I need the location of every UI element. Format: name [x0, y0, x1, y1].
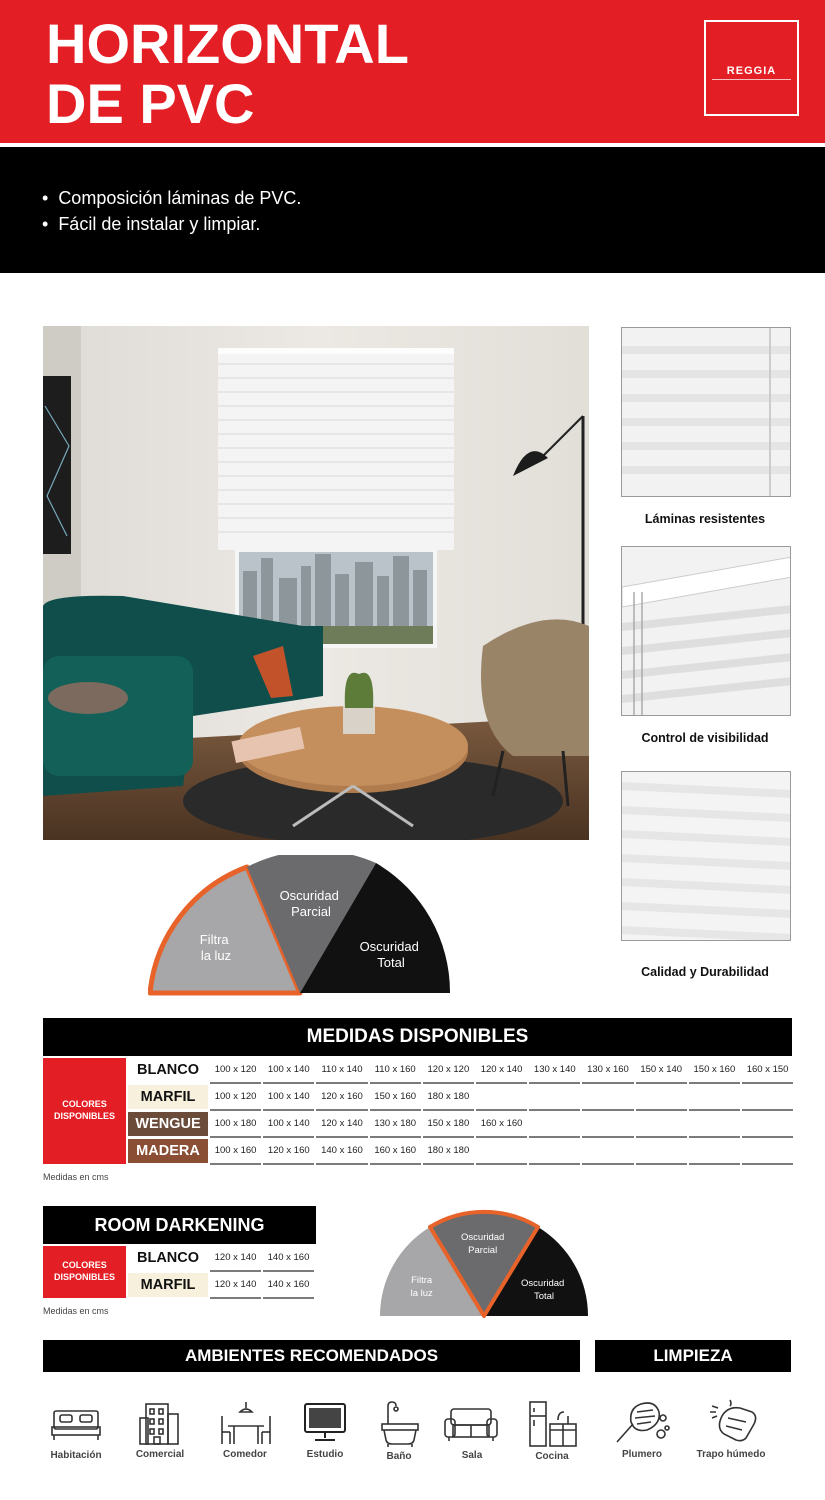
ambiente-label: Estudio — [306, 1449, 344, 1460]
row-divider — [263, 1270, 314, 1272]
limpieza-title-bar — [595, 1340, 791, 1372]
light-level-chart — [148, 855, 458, 1000]
logo-underline — [712, 79, 791, 81]
row-divider — [263, 1297, 314, 1299]
filtra-label: la luz — [200, 948, 232, 963]
limpieza-label: Plumero — [621, 1449, 662, 1460]
row-divider — [263, 1082, 314, 1084]
row-divider — [263, 1163, 314, 1165]
ambiente-label: Comercial — [135, 1449, 185, 1460]
row-divider — [636, 1163, 687, 1165]
room-photo — [43, 326, 589, 840]
size-cell: 100 x 180 — [214, 1118, 257, 1129]
row-divider — [742, 1163, 793, 1165]
ambiente-label: Baño — [386, 1451, 412, 1462]
row-divider — [476, 1136, 527, 1138]
row-divider — [742, 1109, 793, 1111]
row-divider — [689, 1082, 740, 1084]
row-divider — [210, 1109, 261, 1111]
caption-slats: Láminas resistentes — [644, 512, 766, 526]
filtra-label: Filtra — [199, 932, 229, 947]
room-darkening-title-bar — [43, 1206, 316, 1244]
size-cell: 120 x 120 — [427, 1064, 470, 1075]
size-cell: 100 x 120 — [214, 1091, 257, 1102]
color-name-cell: MARFIL — [128, 1085, 208, 1109]
feature-list — [42, 187, 301, 239]
size-cell: 140 x 160 — [267, 1279, 310, 1290]
parcial-label: Oscuridad — [461, 1232, 505, 1243]
size-cell: 110 x 160 — [374, 1064, 416, 1075]
size-cell: 150 x 160 — [374, 1091, 417, 1102]
room-darkening-title: ROOM DARKENING — [94, 1215, 265, 1235]
row-divider — [742, 1136, 793, 1138]
color-name-cell: BLANCO — [128, 1058, 208, 1082]
size-cell: 150 x 160 — [693, 1064, 736, 1075]
room-darkening-light-chart — [378, 1206, 590, 1318]
size-cell: 120 x 140 — [480, 1064, 523, 1075]
size-cell: 120 x 140 — [214, 1279, 257, 1290]
row-divider — [476, 1109, 527, 1111]
parcial-label: Parcial — [291, 904, 331, 919]
detail-image-quality — [621, 771, 791, 941]
brand-logo-text: REGGIA — [726, 65, 777, 77]
row-divider — [742, 1082, 793, 1084]
row-divider — [423, 1109, 474, 1111]
parcial-label: Parcial — [468, 1245, 498, 1256]
row-divider — [316, 1109, 367, 1111]
title-line-1: HORIZONTAL — [46, 12, 409, 75]
size-cell: 180 x 180 — [427, 1145, 470, 1156]
row-divider — [476, 1082, 527, 1084]
dining-icon — [220, 1400, 272, 1446]
row-divider — [529, 1109, 580, 1111]
ambiente-label: Sala — [461, 1450, 483, 1461]
medidas-title: MEDIDAS DISPONIBLES — [306, 1026, 529, 1047]
ambiente-label: Habitación — [50, 1450, 102, 1461]
building-icon — [138, 1400, 180, 1446]
row-divider — [370, 1109, 421, 1111]
row-divider — [529, 1136, 580, 1138]
row-divider — [263, 1136, 314, 1138]
row-divider — [636, 1136, 687, 1138]
size-cell: 120 x 140 — [214, 1252, 257, 1263]
total-label: Total — [377, 955, 405, 970]
total-label: Oscuridad — [521, 1278, 565, 1289]
row-divider — [263, 1109, 314, 1111]
row-divider — [423, 1163, 474, 1165]
row-divider — [423, 1136, 474, 1138]
caption-quality: Calidad y Durabilidad — [641, 965, 769, 979]
total-label: Oscuridad — [359, 939, 419, 954]
colores-label-line: COLORES — [62, 1260, 107, 1271]
limpieza-title: LIMPIEZA — [653, 1346, 733, 1365]
colores-label-line: COLORES — [62, 1099, 107, 1110]
size-cell: 140 x 160 — [321, 1145, 363, 1156]
size-cell: 160 x 160 — [374, 1145, 417, 1156]
detail-image-control — [621, 546, 791, 716]
kitchen-icon — [528, 1400, 578, 1448]
color-name-cell: MARFIL — [128, 1273, 208, 1297]
row-divider — [423, 1082, 474, 1084]
row-divider — [316, 1082, 367, 1084]
size-cell: 120 x 140 — [321, 1118, 363, 1129]
size-cell: 130 x 180 — [374, 1118, 417, 1129]
color-name-cell: BLANCO — [128, 1246, 208, 1270]
row-divider — [370, 1163, 421, 1165]
feature-item: • Fácil de instalar y limpiar. — [42, 213, 301, 239]
caption-control: Control de visibilidad — [641, 731, 769, 745]
row-divider — [582, 1109, 633, 1111]
color-name-cell: WENGUE — [128, 1112, 208, 1136]
bed-icon — [50, 1405, 102, 1443]
row-divider — [476, 1163, 527, 1165]
monitor-icon — [303, 1402, 347, 1444]
size-cell: 100 x 140 — [267, 1118, 310, 1129]
colores-label-line: DISPONIBLES — [53, 1272, 115, 1282]
medidas-note: Medidas en cms — [43, 1172, 109, 1182]
total-label: Total — [533, 1291, 555, 1302]
row-divider — [210, 1082, 261, 1084]
row-divider — [316, 1163, 367, 1165]
size-cell: 140 x 160 — [267, 1252, 310, 1263]
row-divider — [636, 1109, 687, 1111]
size-cell: 120 x 160 — [267, 1145, 310, 1156]
svg-text:Filtra la luz — [200, 932, 233, 963]
size-cell: 180 x 180 — [427, 1091, 470, 1102]
row-divider — [370, 1082, 421, 1084]
size-cell: 150 x 180 — [427, 1118, 470, 1129]
parcial-label: Oscuridad — [279, 888, 339, 903]
row-divider — [210, 1297, 261, 1299]
row-divider — [689, 1163, 740, 1165]
feature-item: • Composición láminas de PVC. — [42, 187, 301, 213]
row-divider — [636, 1082, 687, 1084]
rd-note: Medidas en cms — [43, 1306, 109, 1316]
row-divider — [582, 1163, 633, 1165]
size-cell: 120 x 160 — [321, 1091, 363, 1102]
limpieza-label: Trapo húmedo — [696, 1449, 766, 1460]
row-divider — [370, 1136, 421, 1138]
size-cell: 130 x 160 — [587, 1064, 629, 1075]
size-cell: 100 x 140 — [267, 1091, 310, 1102]
ambiente-label: Cocina — [535, 1451, 569, 1462]
size-cell: 100 x 120 — [214, 1064, 257, 1075]
title-line-2: DE PVC — [46, 72, 255, 135]
row-divider — [582, 1136, 633, 1138]
header-banner — [0, 0, 825, 143]
size-cell: 130 x 140 — [533, 1064, 576, 1075]
filtra-label: Filtra — [411, 1275, 433, 1286]
ambientes-title-bar — [43, 1340, 580, 1372]
row-divider — [529, 1163, 580, 1165]
size-cell: 160 x 160 — [480, 1118, 523, 1129]
size-cell: 160 x 150 — [746, 1064, 789, 1075]
row-divider — [210, 1270, 261, 1272]
size-cell: 100 x 160 — [214, 1145, 257, 1156]
duster-icon — [615, 1398, 671, 1446]
bathtub-icon — [380, 1400, 420, 1448]
row-divider — [210, 1136, 261, 1138]
sofa-icon — [443, 1407, 499, 1443]
medidas-colores-label — [43, 1058, 126, 1164]
size-cell: 150 x 140 — [640, 1064, 683, 1075]
brand-logo — [704, 20, 799, 116]
wet-cloth-icon — [708, 1398, 760, 1444]
row-divider — [529, 1082, 580, 1084]
rd-colores-label — [43, 1246, 126, 1298]
size-cell: 110 x 140 — [321, 1064, 363, 1075]
ambientes-title: AMBIENTES RECOMENDADOS — [184, 1346, 439, 1365]
color-name-cell: MADERA — [128, 1139, 208, 1163]
row-divider — [689, 1136, 740, 1138]
size-cell: 100 x 140 — [267, 1064, 310, 1075]
detail-image-slats — [621, 327, 791, 497]
row-divider — [582, 1082, 633, 1084]
colores-label-line: DISPONIBLES — [53, 1111, 115, 1121]
row-divider — [689, 1109, 740, 1111]
ambiente-label: Comedor — [223, 1449, 267, 1460]
row-divider — [316, 1136, 367, 1138]
filtra-label: la luz — [410, 1288, 433, 1299]
medidas-title-bar — [43, 1018, 792, 1056]
row-divider — [210, 1163, 261, 1165]
